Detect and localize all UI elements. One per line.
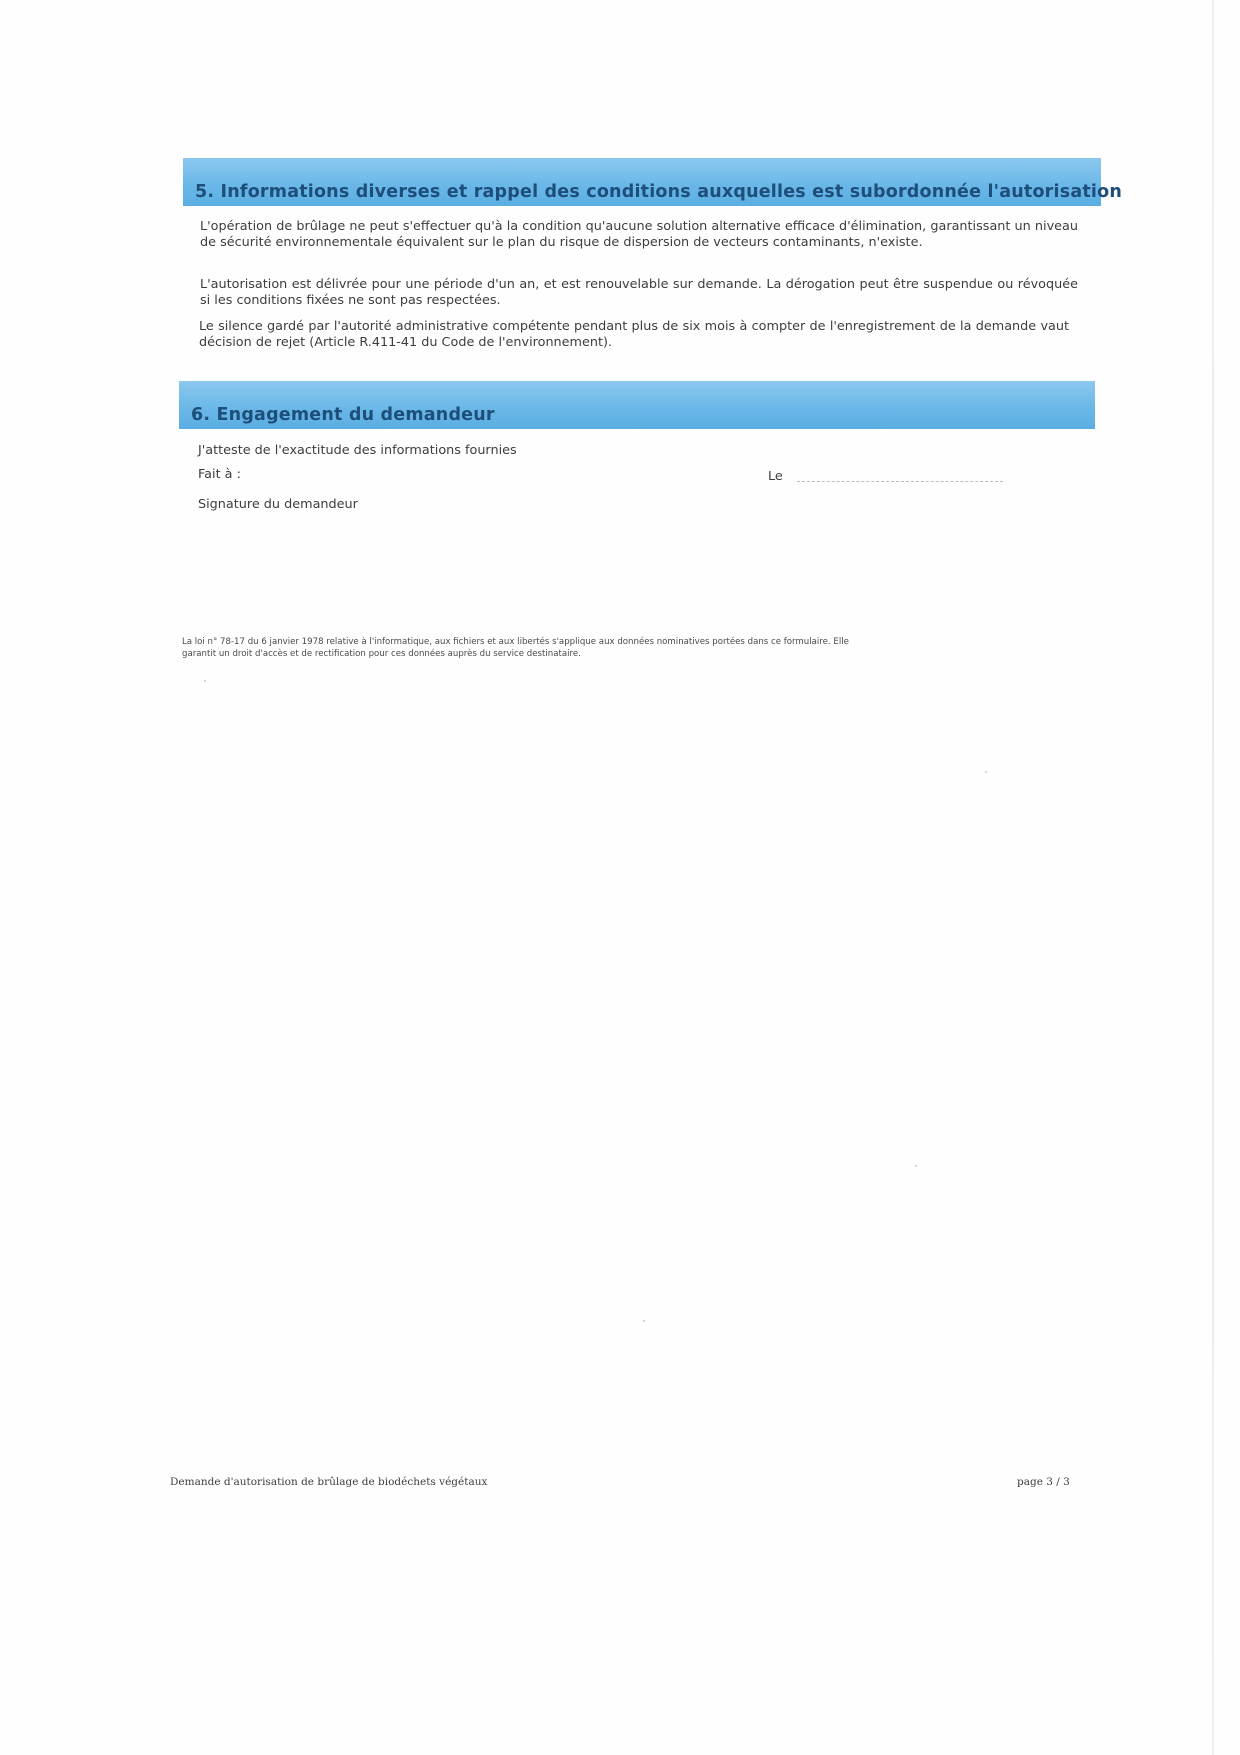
legal-notice-line-1: La loi n° 78-17 du 6 janvier 1978 relative à l'informatique, aux fichiers et aux libertés s'applique aux données nominatives portées dans ce formulaire. Elle (182, 637, 849, 647)
footer-document-title: Demande d'autorisation de brûlage de biodéchets végétaux (170, 1476, 488, 1488)
signature-label: Signature du demandeur (198, 497, 358, 512)
section-5-header (183, 158, 1122, 206)
section-6-title: 6. Engagement du demandeur (191, 405, 495, 425)
scan-speck (985, 771, 987, 773)
fait-a-label: Fait à : (198, 467, 241, 482)
legal-notice-line-2: garantit un droit d'accès et de rectification pour ces données auprès du service destinataire. (182, 649, 581, 659)
section-6-header (179, 381, 1095, 429)
scan-edge (1212, 0, 1214, 1755)
scan-speck (915, 1165, 917, 1167)
section-5-paragraph-1: L'opération de brûlage ne peut s'effectuer qu'à la condition qu'aucune solution alternative efficace d'élimination, garantissant un niveau de sécurité environnementale équivalent sur le plan du risque de dispersion de vecteurs contaminants, n'existe. (200, 219, 1078, 250)
attestation-text: J'atteste de l'exactitude des informations fournies (198, 443, 517, 458)
date-field-line[interactable] (797, 481, 1003, 483)
scan-speck (643, 1320, 645, 1322)
footer-page-number: page 3 / 3 (1017, 1476, 1070, 1488)
section-5-title: 5. Informations diverses et rappel des conditions auxquelles est subordonnée l'autorisation (195, 182, 1122, 202)
section-5-paragraph-2: L'autorisation est délivrée pour une période d'un an, et est renouvelable sur demande. La dérogation peut être suspendue ou révoquée si les conditions fixées ne sont pas respectées. (200, 277, 1078, 308)
date-label: Le (768, 469, 783, 484)
scan-speck (204, 680, 206, 682)
section-5-paragraph-3: Le silence gardé par l'autorité administrative compétente pendant plus de six mois à compter de l'enregistrement de la demande vaut décision de rejet (Article R.411-41 du Code de l'environnement). (199, 319, 1069, 350)
